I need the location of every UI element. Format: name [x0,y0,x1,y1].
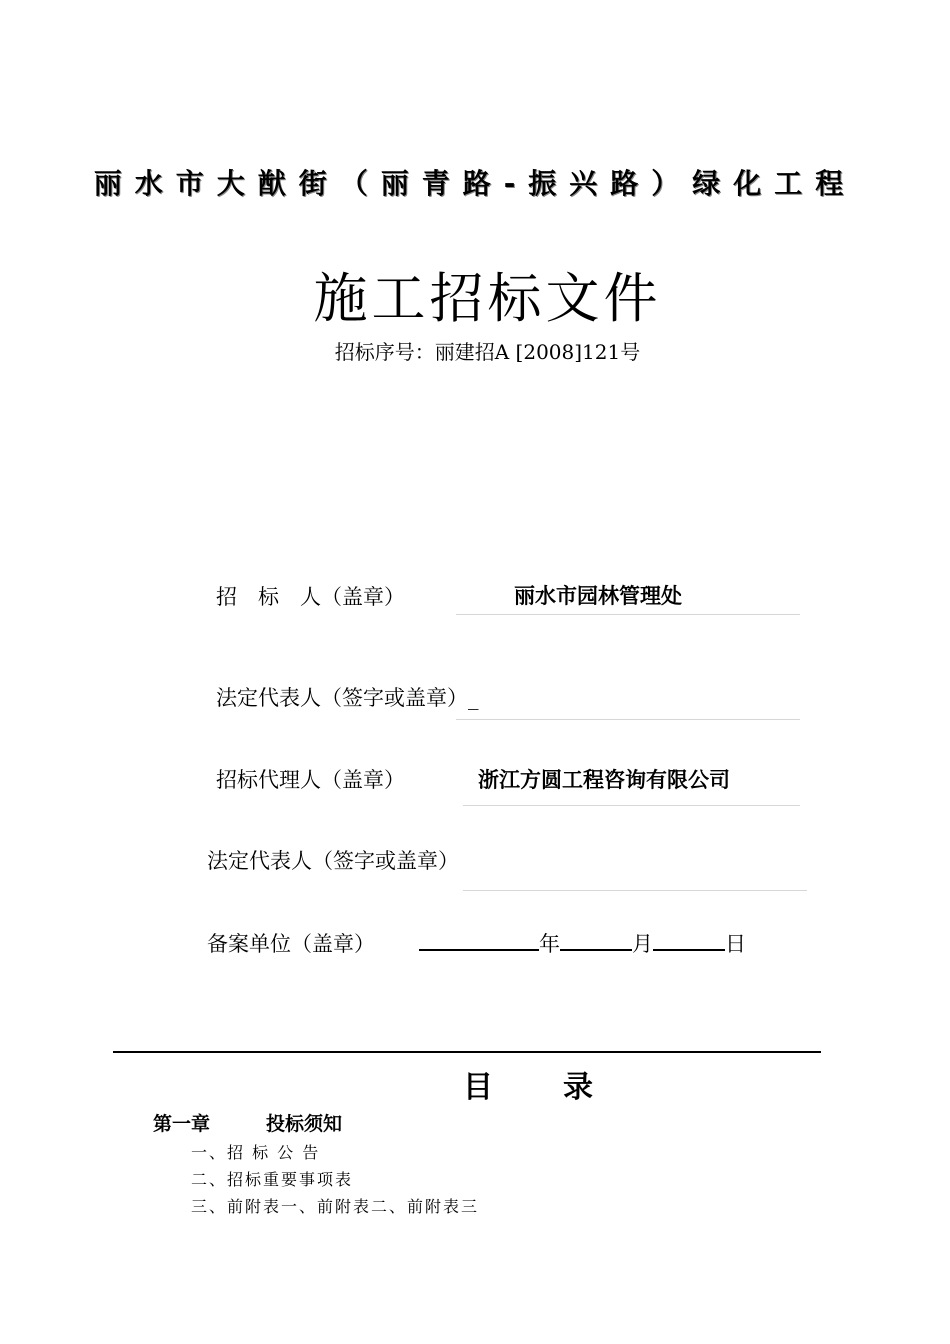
month-label: 月 [632,932,653,956]
toc-title [463,1062,593,1106]
tenderer-underline [456,614,800,615]
toc-chapter [153,1109,342,1136]
project-title: 丽水市大猷街（丽青路-振兴路）绿化工程 [93,167,857,200]
toc-title-left: 目 [463,1070,493,1105]
legal-rep-underline-1 [456,719,800,720]
filing-label: 备案单位（盖章） [207,932,375,956]
filing-blank [419,927,539,951]
month-blank [560,927,632,951]
document-title: 施工招标文件 [313,267,662,330]
tenderer-label: 招 标 人（盖章） [216,585,405,609]
day-label: 日 [725,932,746,956]
legal-rep-label-1: 法定代表人（签字或盖章）_ [216,686,479,710]
toc-item: 二、招标重要事项表 [191,1170,354,1189]
toc-item: 三、前附表一、前附表二、前附表三 [191,1197,480,1216]
toc-item: 一、招 标 公 告 [191,1143,321,1162]
agent-label: 招标代理人（盖章） [216,768,405,792]
filing-row [207,927,746,958]
chapter-number: 第一章 [153,1113,211,1135]
tenderer-value: 丽水市园林管理处 [514,584,682,608]
tender-number: 招标序号：丽建招A [2008]121号 [334,340,641,364]
year-label: 年 [539,932,560,956]
legal-rep-label-2: 法定代表人（签字或盖章） [207,849,459,873]
agent-value: 浙江方圆工程咨询有限公司 [478,768,730,792]
agent-underline [463,805,800,806]
section-divider [113,1051,821,1053]
legal-rep-underline-2 [463,890,807,891]
chapter-title: 投标须知 [266,1113,343,1135]
toc-title-right: 录 [563,1070,593,1105]
day-blank [653,927,725,951]
